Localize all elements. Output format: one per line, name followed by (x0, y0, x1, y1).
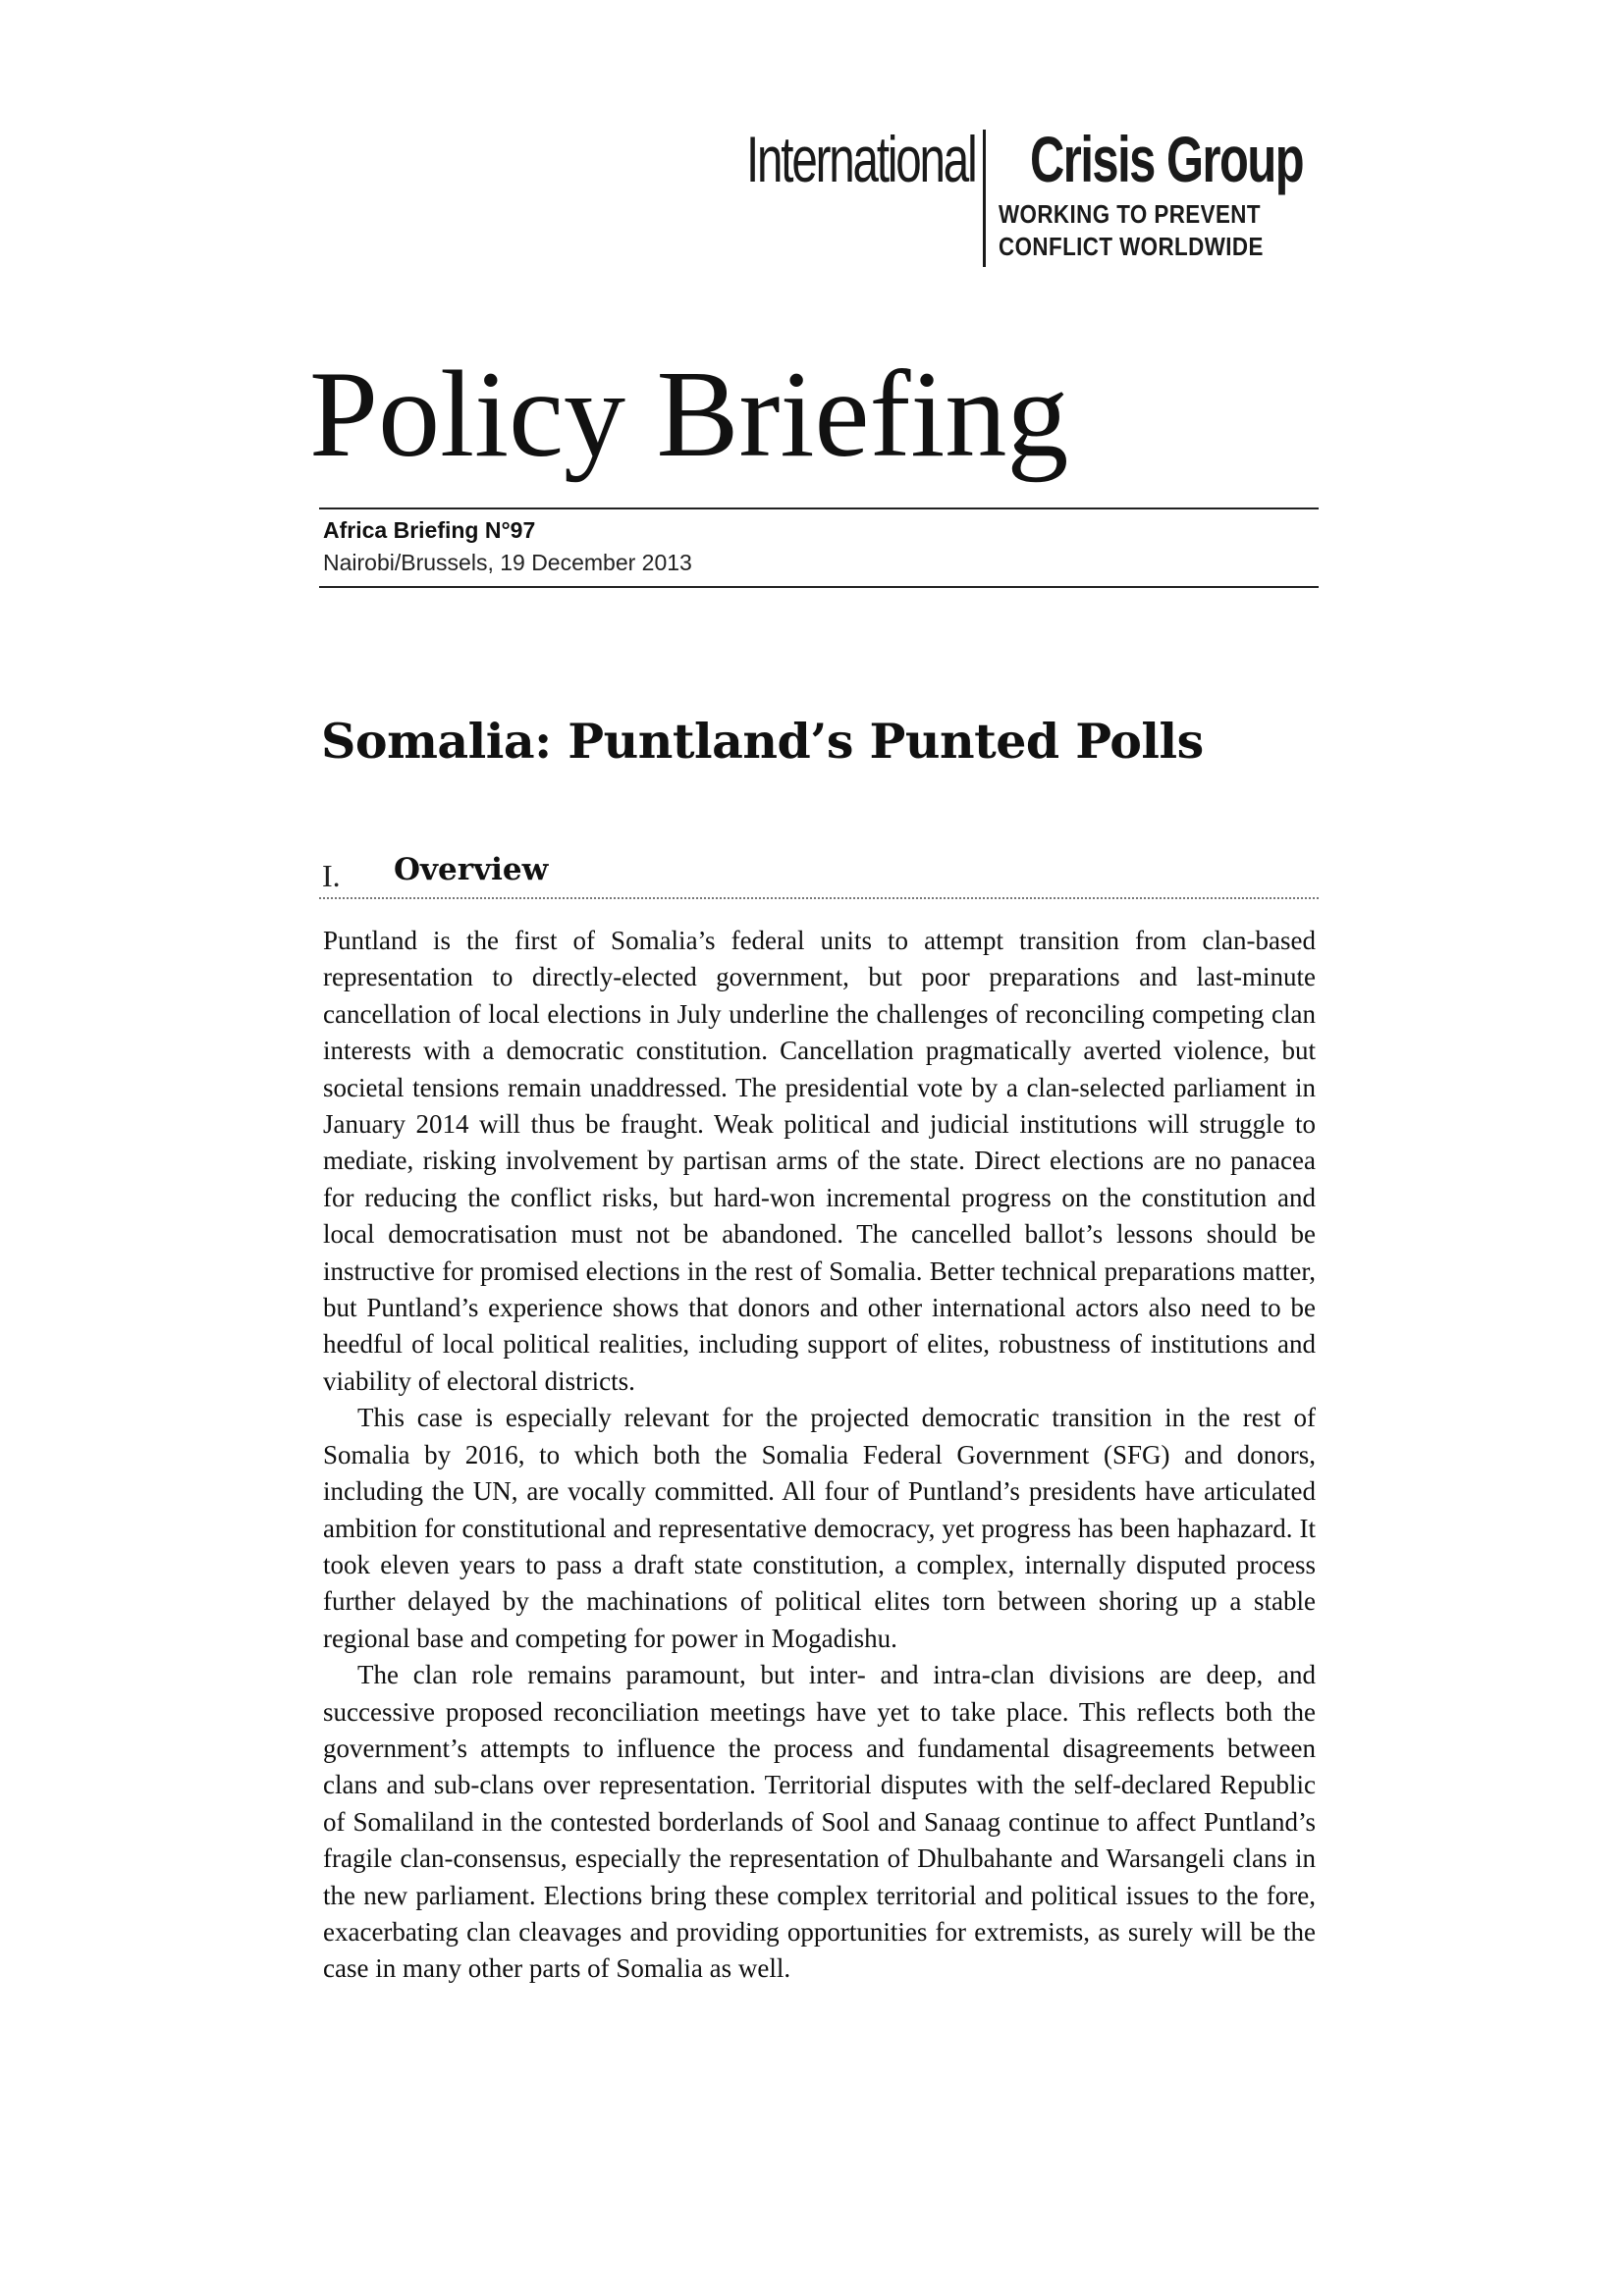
header-rule-bottom (319, 586, 1319, 588)
logo-name-bold: Crisis Group (1030, 123, 1304, 195)
logo-divider (983, 130, 986, 267)
header-rule-top (319, 507, 1319, 509)
section-number: I. (322, 858, 341, 893)
logo-name-light: International (746, 123, 976, 195)
paragraph-2: This case is especially relevant for the projected democratic transition in the rest of Somalia by 2016, to which both the Somalia Federal Government (SFG) and donors, including the UN, are vocally committed. All four of Puntland’s presidents have articulated ambition for constitutional and representative democracy, yet progress has been haphazard. It took eleven years to pass a draft state constitution, a complex, internally disputed process further delayed by the machinations of political elites torn between shoring up a stable regional base and competing for power in Mogadishu. (323, 1403, 1316, 1653)
document-type-heading: Policy Briefing (309, 347, 1069, 483)
logo-tagline (999, 198, 1264, 263)
body-text (323, 923, 1316, 1988)
document-title: Somalia: Puntland’s Punted Polls (321, 713, 1204, 770)
logo-tagline-line-1: WORKING TO PREVENT (999, 199, 1261, 229)
briefing-place-date: Nairobi/Brussels, 19 December 2013 (323, 550, 692, 575)
paragraph-3: The clan role remains paramount, but inter- and intra-clan divisions are deep, and successive proposed reconciliation meetings have yet to take place. This reflects both the government’s attempts to influence the process and fundamental disagreements between clans and sub-clans over representation. Territorial disputes with the self-declared Republic of Somaliland in the contested borderlands of Sool and Sanaag continue to affect Puntland’s fragile clan-consensus, especially the representation of Dhulbahante and Warsangeli clans in the new parliament. Elections bring these complex territorial and political issues to the fore, exacerbating clan cleavages and providing opportunities for extremists, as surely will be the case in many other parts of Somalia as well. (323, 1660, 1316, 1984)
briefing-number: Africa Briefing N°97 (323, 517, 536, 543)
crisis-group-logo (746, 122, 1325, 269)
section-title: Overview (394, 852, 549, 887)
logo-wordmark (746, 122, 1399, 200)
paragraph-1: Puntland is the first of Somalia’s federal units to attempt transition from clan-based representation to directly-elected government, but poor preparations and last-minute cancellation of local elections in July underline the challenges of reconciling competing clan interests with a democratic constitution. Cancellation pragmatically averted violence, but societal tensions remain unaddressed. The presidential vote by a clan-selected parliament in January 2014 will thus be fraught. Weak political and judicial institutions will struggle to mediate, risking involvement by partisan arms of the state. Direct elections are no panacea for reducing the conflict risks, but hard-won incremental progress on the constitution and local democratisation must not be abandoned. The cancelled ballot’s lessons should be instructive for promised elections in the rest of Somalia. Better technical preparations matter, but Puntland’s experience shows that donors and other international actors also need to be heedful of local political realities, including support of elites, robustness of institutions and viability of electoral districts. (323, 926, 1316, 1396)
logo-tagline-line-2: CONFLICT WORLDWIDE (999, 232, 1264, 261)
section-dotted-rule (319, 897, 1319, 899)
